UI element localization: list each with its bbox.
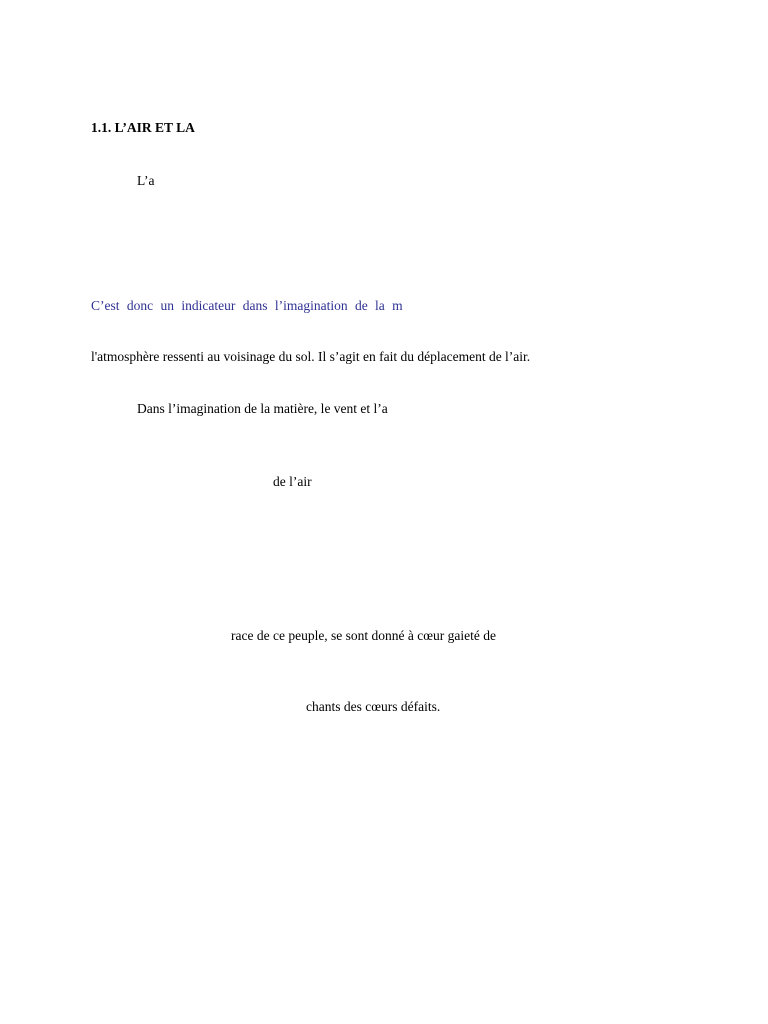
section-heading: 1.1. L’AIR ET LA — [91, 120, 195, 135]
highlighted-paragraph-line: C’est donc un indicateur dans l’imagination de la m — [91, 298, 403, 313]
paragraph-line: de l’air — [273, 474, 312, 489]
paragraph-line: L’a — [137, 173, 155, 188]
paragraph-line: l'atmosphère ressenti au voisinage du sol. Il s’agit en fait du déplacement de l’air. — [91, 349, 531, 364]
paragraph-line: Dans l’imagination de la matière, le vent et l’a — [137, 401, 388, 416]
paragraph-line: race de ce peuple, se sont donné à cœur gaieté de — [231, 628, 496, 643]
paragraph-line: chants des cœurs défaits. — [306, 699, 441, 714]
